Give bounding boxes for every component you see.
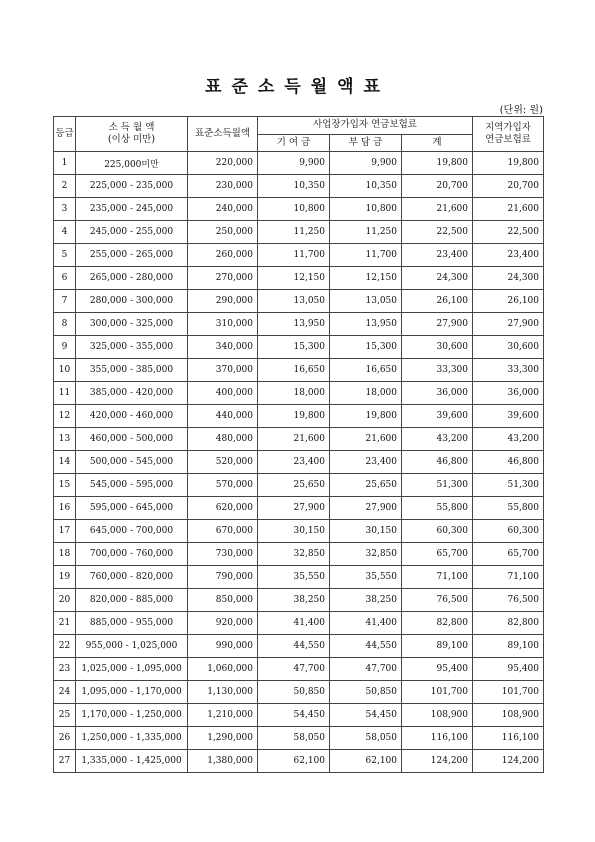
regional-contribution-cell: 124,200 <box>473 750 544 773</box>
standard-income-cell: 1,060,000 <box>188 658 258 681</box>
employee-contribution-cell: 15,300 <box>330 336 402 359</box>
total-contribution-cell: 19,800 <box>402 152 473 175</box>
employee-contribution-cell: 13,950 <box>330 313 402 336</box>
income-range-cell: 280,000 - 300,000 <box>76 290 188 313</box>
total-contribution-cell: 26,100 <box>402 290 473 313</box>
employee-contribution-cell: 47,700 <box>330 658 402 681</box>
regional-contribution-cell: 82,800 <box>473 612 544 635</box>
employee-contribution-cell: 19,800 <box>330 405 402 428</box>
employee-contribution-cell: 27,900 <box>330 497 402 520</box>
employer-contribution-cell: 18,000 <box>258 382 330 405</box>
employer-contribution-cell: 47,700 <box>258 658 330 681</box>
employee-contribution-cell: 30,150 <box>330 520 402 543</box>
unit-label: (단위: 원) <box>499 105 543 116</box>
total-contribution-cell: 33,300 <box>402 359 473 382</box>
employee-contribution-cell: 16,650 <box>330 359 402 382</box>
regional-contribution-cell: 33,300 <box>473 359 544 382</box>
regional-contribution-cell: 101,700 <box>473 681 544 704</box>
table-row <box>54 336 544 359</box>
standard-income-cell: 570,000 <box>188 474 258 497</box>
grade-cell: 27 <box>54 750 76 773</box>
regional-contribution-cell: 39,600 <box>473 405 544 428</box>
table-row <box>54 520 544 543</box>
employee-contribution-cell: 35,550 <box>330 566 402 589</box>
income-range-cell: 300,000 - 325,000 <box>76 313 188 336</box>
total-contribution-cell: 95,400 <box>402 658 473 681</box>
employer-contribution-cell: 54,450 <box>258 704 330 727</box>
total-contribution-cell: 116,100 <box>402 727 473 750</box>
table-row <box>54 244 544 267</box>
standard-income-cell: 790,000 <box>188 566 258 589</box>
table-row <box>54 175 544 198</box>
table-row <box>54 451 544 474</box>
grade-cell: 6 <box>54 267 76 290</box>
header-income-line2: (이상 미만) <box>107 134 156 145</box>
regional-contribution-cell: 51,300 <box>473 474 544 497</box>
standard-income-cell: 480,000 <box>188 428 258 451</box>
standard-income-cell: 850,000 <box>188 589 258 612</box>
total-contribution-cell: 21,600 <box>402 198 473 221</box>
employee-contribution-cell: 18,000 <box>330 382 402 405</box>
income-range-cell: 1,095,000 - 1,170,000 <box>76 681 188 704</box>
income-range-cell: 225,000미만 <box>76 152 188 175</box>
employer-contribution-cell: 10,350 <box>258 175 330 198</box>
total-contribution-cell: 65,700 <box>402 543 473 566</box>
total-contribution-cell: 108,900 <box>402 704 473 727</box>
employee-contribution-cell: 23,400 <box>330 451 402 474</box>
grade-cell: 1 <box>54 152 76 175</box>
standard-income-cell: 400,000 <box>188 382 258 405</box>
grade-cell: 7 <box>54 290 76 313</box>
standard-income-cell: 260,000 <box>188 244 258 267</box>
employee-contribution-cell: 38,250 <box>330 589 402 612</box>
regional-contribution-cell: 24,300 <box>473 267 544 290</box>
standard-income-cell: 520,000 <box>188 451 258 474</box>
employer-contribution-cell: 11,700 <box>258 244 330 267</box>
standard-income-cell: 250,000 <box>188 221 258 244</box>
employer-contribution-cell: 62,100 <box>258 750 330 773</box>
regional-contribution-cell: 19,800 <box>473 152 544 175</box>
header-regional-line2: 연금보험료 <box>485 134 531 145</box>
total-contribution-cell: 43,200 <box>402 428 473 451</box>
employer-contribution-cell: 11,250 <box>258 221 330 244</box>
employer-contribution-cell: 13,050 <box>258 290 330 313</box>
employee-contribution-cell: 41,400 <box>330 612 402 635</box>
total-contribution-cell: 46,800 <box>402 451 473 474</box>
total-contribution-cell: 22,500 <box>402 221 473 244</box>
regional-contribution-cell: 23,400 <box>473 244 544 267</box>
income-range-cell: 385,000 - 420,000 <box>76 382 188 405</box>
table-row <box>54 750 544 773</box>
regional-contribution-cell: 55,800 <box>473 497 544 520</box>
total-contribution-cell: 20,700 <box>402 175 473 198</box>
table-row <box>54 497 544 520</box>
grade-cell: 9 <box>54 336 76 359</box>
standard-income-cell: 620,000 <box>188 497 258 520</box>
grade-cell: 15 <box>54 474 76 497</box>
employer-contribution-cell: 23,400 <box>258 451 330 474</box>
total-contribution-cell: 76,500 <box>402 589 473 612</box>
total-contribution-cell: 124,200 <box>402 750 473 773</box>
header-total: 계 <box>402 134 473 152</box>
grade-cell: 14 <box>54 451 76 474</box>
employee-contribution-cell: 44,550 <box>330 635 402 658</box>
total-contribution-cell: 55,800 <box>402 497 473 520</box>
income-range-cell: 760,000 - 820,000 <box>76 566 188 589</box>
total-contribution-cell: 101,700 <box>402 681 473 704</box>
table-row <box>54 382 544 405</box>
standard-income-cell: 240,000 <box>188 198 258 221</box>
employer-contribution-cell: 9,900 <box>258 152 330 175</box>
employee-contribution-cell: 13,050 <box>330 290 402 313</box>
header-regional-line1: 지역가입자 <box>485 122 531 133</box>
income-range-cell: 225,000 - 235,000 <box>76 175 188 198</box>
regional-contribution-cell: 89,100 <box>473 635 544 658</box>
employer-contribution-cell: 13,950 <box>258 313 330 336</box>
employer-contribution-cell: 25,650 <box>258 474 330 497</box>
income-range-cell: 245,000 - 255,000 <box>76 221 188 244</box>
regional-contribution-cell: 76,500 <box>473 589 544 612</box>
standard-income-cell: 990,000 <box>188 635 258 658</box>
grade-cell: 4 <box>54 221 76 244</box>
table-row <box>54 727 544 750</box>
regional-contribution-cell: 46,800 <box>473 451 544 474</box>
employee-contribution-cell: 9,900 <box>330 152 402 175</box>
standard-income-cell: 670,000 <box>188 520 258 543</box>
grade-cell: 23 <box>54 658 76 681</box>
standard-income-cell: 920,000 <box>188 612 258 635</box>
employer-contribution-cell: 50,850 <box>258 681 330 704</box>
table-row <box>54 681 544 704</box>
income-range-cell: 255,000 - 265,000 <box>76 244 188 267</box>
income-range-cell: 955,000 - 1,025,000 <box>76 635 188 658</box>
grade-cell: 2 <box>54 175 76 198</box>
standard-income-cell: 1,210,000 <box>188 704 258 727</box>
employee-contribution-cell: 32,850 <box>330 543 402 566</box>
header-employee: 부 담 금 <box>330 134 402 152</box>
grade-cell: 17 <box>54 520 76 543</box>
table-row <box>54 612 544 635</box>
regional-contribution-cell: 60,300 <box>473 520 544 543</box>
total-contribution-cell: 82,800 <box>402 612 473 635</box>
employee-contribution-cell: 54,450 <box>330 704 402 727</box>
employer-contribution-cell: 27,900 <box>258 497 330 520</box>
table-row <box>54 704 544 727</box>
employer-contribution-cell: 32,850 <box>258 543 330 566</box>
grade-cell: 8 <box>54 313 76 336</box>
income-range-cell: 1,250,000 - 1,335,000 <box>76 727 188 750</box>
header-employer: 기 여 금 <box>258 134 330 152</box>
income-range-cell: 1,335,000 - 1,425,000 <box>76 750 188 773</box>
total-contribution-cell: 27,900 <box>402 313 473 336</box>
standard-income-cell: 340,000 <box>188 336 258 359</box>
total-contribution-cell: 71,100 <box>402 566 473 589</box>
regional-contribution-cell: 22,500 <box>473 221 544 244</box>
table-row <box>54 198 544 221</box>
employee-contribution-cell: 11,250 <box>330 221 402 244</box>
employer-contribution-cell: 16,650 <box>258 359 330 382</box>
table-body <box>54 152 544 773</box>
page-title: 표준소득월액표 <box>205 77 390 97</box>
standard-income-cell: 1,130,000 <box>188 681 258 704</box>
table-row <box>54 474 544 497</box>
income-range-cell: 595,000 - 645,000 <box>76 497 188 520</box>
regional-contribution-cell: 27,900 <box>473 313 544 336</box>
employee-contribution-cell: 11,700 <box>330 244 402 267</box>
table-row <box>54 589 544 612</box>
employer-contribution-cell: 12,150 <box>258 267 330 290</box>
grade-cell: 11 <box>54 382 76 405</box>
standard-income-cell: 310,000 <box>188 313 258 336</box>
regional-contribution-cell: 21,600 <box>473 198 544 221</box>
regional-contribution-cell: 71,100 <box>473 566 544 589</box>
standard-income-cell: 730,000 <box>188 543 258 566</box>
standard-income-cell: 220,000 <box>188 152 258 175</box>
employee-contribution-cell: 58,050 <box>330 727 402 750</box>
grade-cell: 5 <box>54 244 76 267</box>
standard-income-cell: 230,000 <box>188 175 258 198</box>
employer-contribution-cell: 21,600 <box>258 428 330 451</box>
income-range-cell: 885,000 - 955,000 <box>76 612 188 635</box>
employee-contribution-cell: 62,100 <box>330 750 402 773</box>
header-income-line1: 소 득 월 액 <box>108 122 155 133</box>
table-row <box>54 405 544 428</box>
employee-contribution-cell: 10,350 <box>330 175 402 198</box>
header-income <box>76 117 188 152</box>
income-range-cell: 545,000 - 595,000 <box>76 474 188 497</box>
income-range-cell: 420,000 - 460,000 <box>76 405 188 428</box>
table-row <box>54 428 544 451</box>
header-standard: 표준소득월액 <box>188 117 258 152</box>
regional-contribution-cell: 108,900 <box>473 704 544 727</box>
income-range-cell: 460,000 - 500,000 <box>76 428 188 451</box>
employer-contribution-cell: 35,550 <box>258 566 330 589</box>
table-row <box>54 543 544 566</box>
table-row <box>54 290 544 313</box>
grade-cell: 13 <box>54 428 76 451</box>
regional-contribution-cell: 20,700 <box>473 175 544 198</box>
grade-cell: 22 <box>54 635 76 658</box>
standard-income-cell: 1,380,000 <box>188 750 258 773</box>
total-contribution-cell: 30,600 <box>402 336 473 359</box>
grade-cell: 18 <box>54 543 76 566</box>
header-regional <box>473 117 544 152</box>
employer-contribution-cell: 44,550 <box>258 635 330 658</box>
regional-contribution-cell: 43,200 <box>473 428 544 451</box>
grade-cell: 24 <box>54 681 76 704</box>
table-row <box>54 566 544 589</box>
header-grade: 등급 <box>54 117 76 152</box>
total-contribution-cell: 89,100 <box>402 635 473 658</box>
total-contribution-cell: 23,400 <box>402 244 473 267</box>
income-table <box>53 116 544 773</box>
standard-income-cell: 1,290,000 <box>188 727 258 750</box>
regional-contribution-cell: 65,700 <box>473 543 544 566</box>
employee-contribution-cell: 10,800 <box>330 198 402 221</box>
regional-contribution-cell: 116,100 <box>473 727 544 750</box>
grade-cell: 16 <box>54 497 76 520</box>
employee-contribution-cell: 25,650 <box>330 474 402 497</box>
grade-cell: 21 <box>54 612 76 635</box>
grade-cell: 20 <box>54 589 76 612</box>
employer-contribution-cell: 15,300 <box>258 336 330 359</box>
grade-cell: 3 <box>54 198 76 221</box>
table-row <box>54 221 544 244</box>
total-contribution-cell: 51,300 <box>402 474 473 497</box>
standard-income-cell: 370,000 <box>188 359 258 382</box>
employer-contribution-cell: 41,400 <box>258 612 330 635</box>
table-row <box>54 635 544 658</box>
grade-cell: 19 <box>54 566 76 589</box>
total-contribution-cell: 60,300 <box>402 520 473 543</box>
grade-cell: 10 <box>54 359 76 382</box>
income-range-cell: 235,000 - 245,000 <box>76 198 188 221</box>
grade-cell: 12 <box>54 405 76 428</box>
employer-contribution-cell: 10,800 <box>258 198 330 221</box>
employer-contribution-cell: 30,150 <box>258 520 330 543</box>
income-range-cell: 325,000 - 355,000 <box>76 336 188 359</box>
regional-contribution-cell: 30,600 <box>473 336 544 359</box>
standard-income-cell: 290,000 <box>188 290 258 313</box>
table-row <box>54 152 544 175</box>
income-range-cell: 500,000 - 545,000 <box>76 451 188 474</box>
total-contribution-cell: 24,300 <box>402 267 473 290</box>
regional-contribution-cell: 36,000 <box>473 382 544 405</box>
table-row <box>54 313 544 336</box>
income-range-cell: 1,170,000 - 1,250,000 <box>76 704 188 727</box>
header-workplace: 사업장가입자 연금보험료 <box>258 117 473 135</box>
standard-income-cell: 440,000 <box>188 405 258 428</box>
total-contribution-cell: 36,000 <box>402 382 473 405</box>
grade-cell: 25 <box>54 704 76 727</box>
income-range-cell: 265,000 - 280,000 <box>76 267 188 290</box>
table-row <box>54 658 544 681</box>
regional-contribution-cell: 26,100 <box>473 290 544 313</box>
standard-income-cell: 270,000 <box>188 267 258 290</box>
employer-contribution-cell: 19,800 <box>258 405 330 428</box>
income-range-cell: 355,000 - 385,000 <box>76 359 188 382</box>
employee-contribution-cell: 12,150 <box>330 267 402 290</box>
total-contribution-cell: 39,600 <box>402 405 473 428</box>
income-range-cell: 645,000 - 700,000 <box>76 520 188 543</box>
employee-contribution-cell: 21,600 <box>330 428 402 451</box>
table-row <box>54 267 544 290</box>
income-range-cell: 820,000 - 885,000 <box>76 589 188 612</box>
employer-contribution-cell: 38,250 <box>258 589 330 612</box>
income-range-cell: 700,000 - 760,000 <box>76 543 188 566</box>
income-range-cell: 1,025,000 - 1,095,000 <box>76 658 188 681</box>
table-row <box>54 359 544 382</box>
grade-cell: 26 <box>54 727 76 750</box>
employee-contribution-cell: 50,850 <box>330 681 402 704</box>
regional-contribution-cell: 95,400 <box>473 658 544 681</box>
employer-contribution-cell: 58,050 <box>258 727 330 750</box>
